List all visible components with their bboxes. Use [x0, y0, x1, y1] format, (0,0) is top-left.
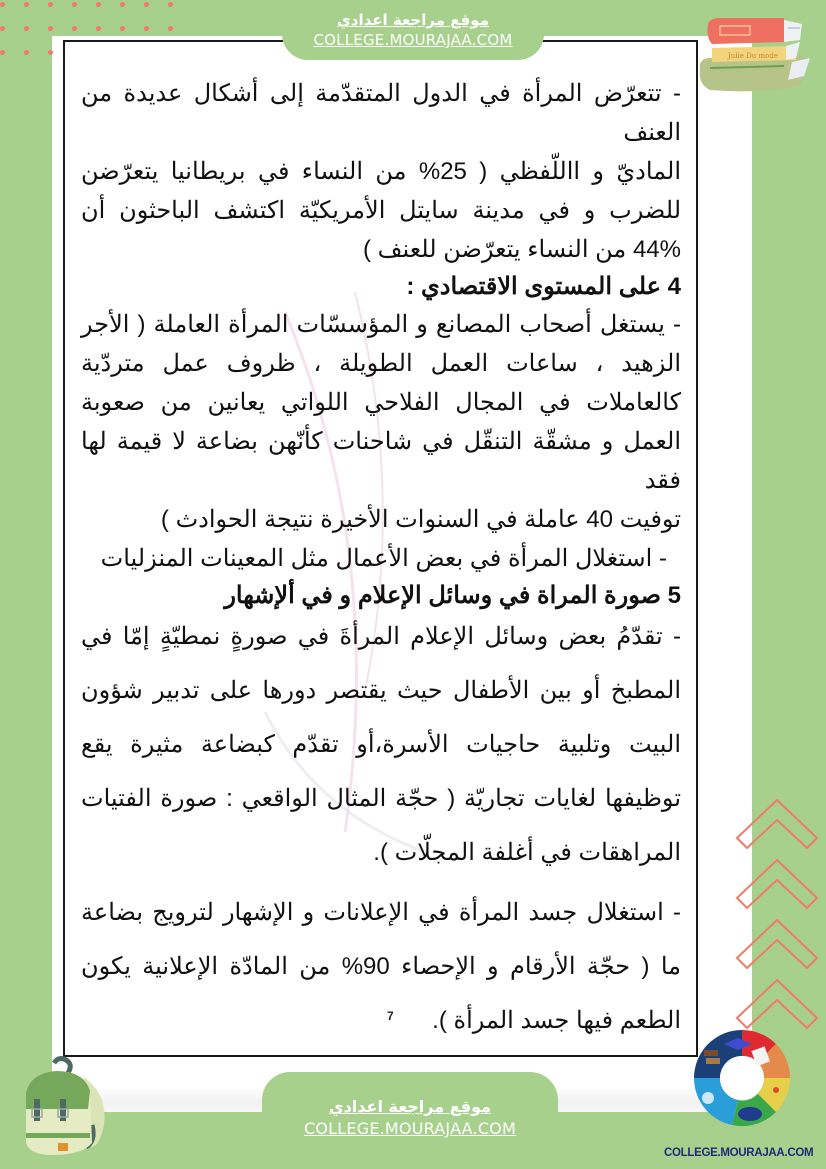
text-line: كالعاملات في المجال الفلاحي اللواتي يعانين من صعوبة — [81, 389, 681, 416]
dot — [144, 2, 149, 7]
paragraph-domestic-workers — [81, 539, 681, 578]
text-line: توفيت 40 عاملة في السنوات الأخيرة نتيجة الحوادث ) — [160, 506, 681, 533]
text-line: - تتعرّض المرأة في الدول المتقدّمة إلى أشكال عديدة من العنف — [81, 80, 681, 146]
paragraph-advertising — [81, 886, 681, 1048]
text-line: المراهقات في أغلفة المجلّات ). — [373, 839, 681, 866]
svg-text:Julie Du mode: Julie Du mode — [728, 52, 778, 60]
text-line: الطعم فيها جسد المرأة ). — [432, 1007, 681, 1034]
dot — [24, 50, 29, 55]
dot — [72, 2, 77, 7]
dot — [0, 2, 5, 7]
dot — [120, 26, 125, 31]
text-line: - استغلال جسد المرأة في الإعلانات و الإشهار لترويج بضاعة — [81, 899, 681, 926]
footer-site-badge[interactable] — [262, 1072, 558, 1169]
dot — [168, 26, 173, 31]
dot — [48, 26, 53, 31]
dot — [72, 26, 77, 31]
dot — [48, 50, 53, 55]
text-line: الماديّ و االلّفظي ( 25% من النساء في بريطانيا يتعرّضن — [81, 158, 681, 185]
text-line: للضرب و في مدينة سايتل الأمريكيّة اكتشف الباحثون أن — [81, 197, 681, 224]
paragraph-media-stereotype — [81, 610, 681, 880]
logo-url-text[interactable]: COLLEGE.MOURAJAA.COM — [664, 1147, 814, 1159]
text-line: توظيفها لغايات تجاريّة ( حجّة المثال الواقعي : صورة الفتيات — [81, 785, 681, 812]
education-logo-icon[interactable] — [694, 1022, 790, 1140]
dot — [96, 2, 101, 7]
text-line: - تقدّمُ بعض وسائل الإعلام المرأةَ في صورةٍ نمطيّةٍ إمّا في — [81, 623, 681, 650]
text-line: المطبخ أو بين الأطفال حيث يقتصر دورها على تدبير شؤون — [81, 677, 681, 704]
footer-site-name[interactable]: موقع مراجعة اعدادي — [328, 1097, 492, 1116]
books-icon — [688, 12, 818, 94]
dot — [0, 26, 5, 31]
dot — [24, 2, 29, 7]
dot — [120, 2, 125, 7]
text-line: ما ( حجّة الأرقام و الإحصاء 90% من المادّة الإعلانية يكون — [81, 953, 681, 980]
header-site-url[interactable]: COLLEGE.MOURAJAA.COM — [313, 31, 513, 49]
chevron-up-icon — [735, 792, 820, 1032]
dot — [168, 2, 173, 7]
dot — [0, 50, 5, 55]
document-content — [81, 74, 681, 1048]
page-number: 7 — [387, 1009, 394, 1023]
paragraph-violence-developed-countries — [81, 74, 681, 269]
text-line: البيت وتلبية حاجيات الأسرة،أو تقدّم كبضاعة مثيرة يقع — [81, 731, 681, 758]
header-site-name[interactable]: موقع مراجعة اعدادي — [337, 11, 489, 29]
header-site-badge[interactable] — [282, 0, 544, 60]
text-line: الزهيد ، ساعات العمل الطويلة ، ظروف عمل متردّية — [81, 350, 681, 377]
dot — [96, 26, 101, 31]
document-frame — [63, 40, 698, 1057]
section-heading-economic: 4 على المستوى الاقتصادي : — [406, 273, 681, 300]
paragraph-factory-exploitation — [81, 305, 681, 539]
dot — [24, 26, 29, 31]
text-line: 44% من النساء يتعرّضن للعنف ) — [362, 236, 681, 263]
text-line: - استغلال المرأة في بعض الأعمال مثل المعينات المنزليات — [100, 545, 667, 572]
dot — [48, 2, 53, 7]
text-line: - يستغل أصحاب المصانع و المؤسسّات المرأة العاملة ( الأجر — [81, 311, 681, 338]
footer-site-url[interactable]: COLLEGE.MOURAJAA.COM — [304, 1119, 516, 1138]
backpack-icon — [12, 1055, 112, 1163]
text-line: العمل و مشقّة التنقّل في شاحنات كأنّهن بضاعة لا قيمة لها فقد — [81, 428, 681, 494]
section-heading-media: 5 صورة المراة في وسائل الإعلام و في ألإشهار — [224, 582, 681, 609]
dot — [144, 26, 149, 31]
